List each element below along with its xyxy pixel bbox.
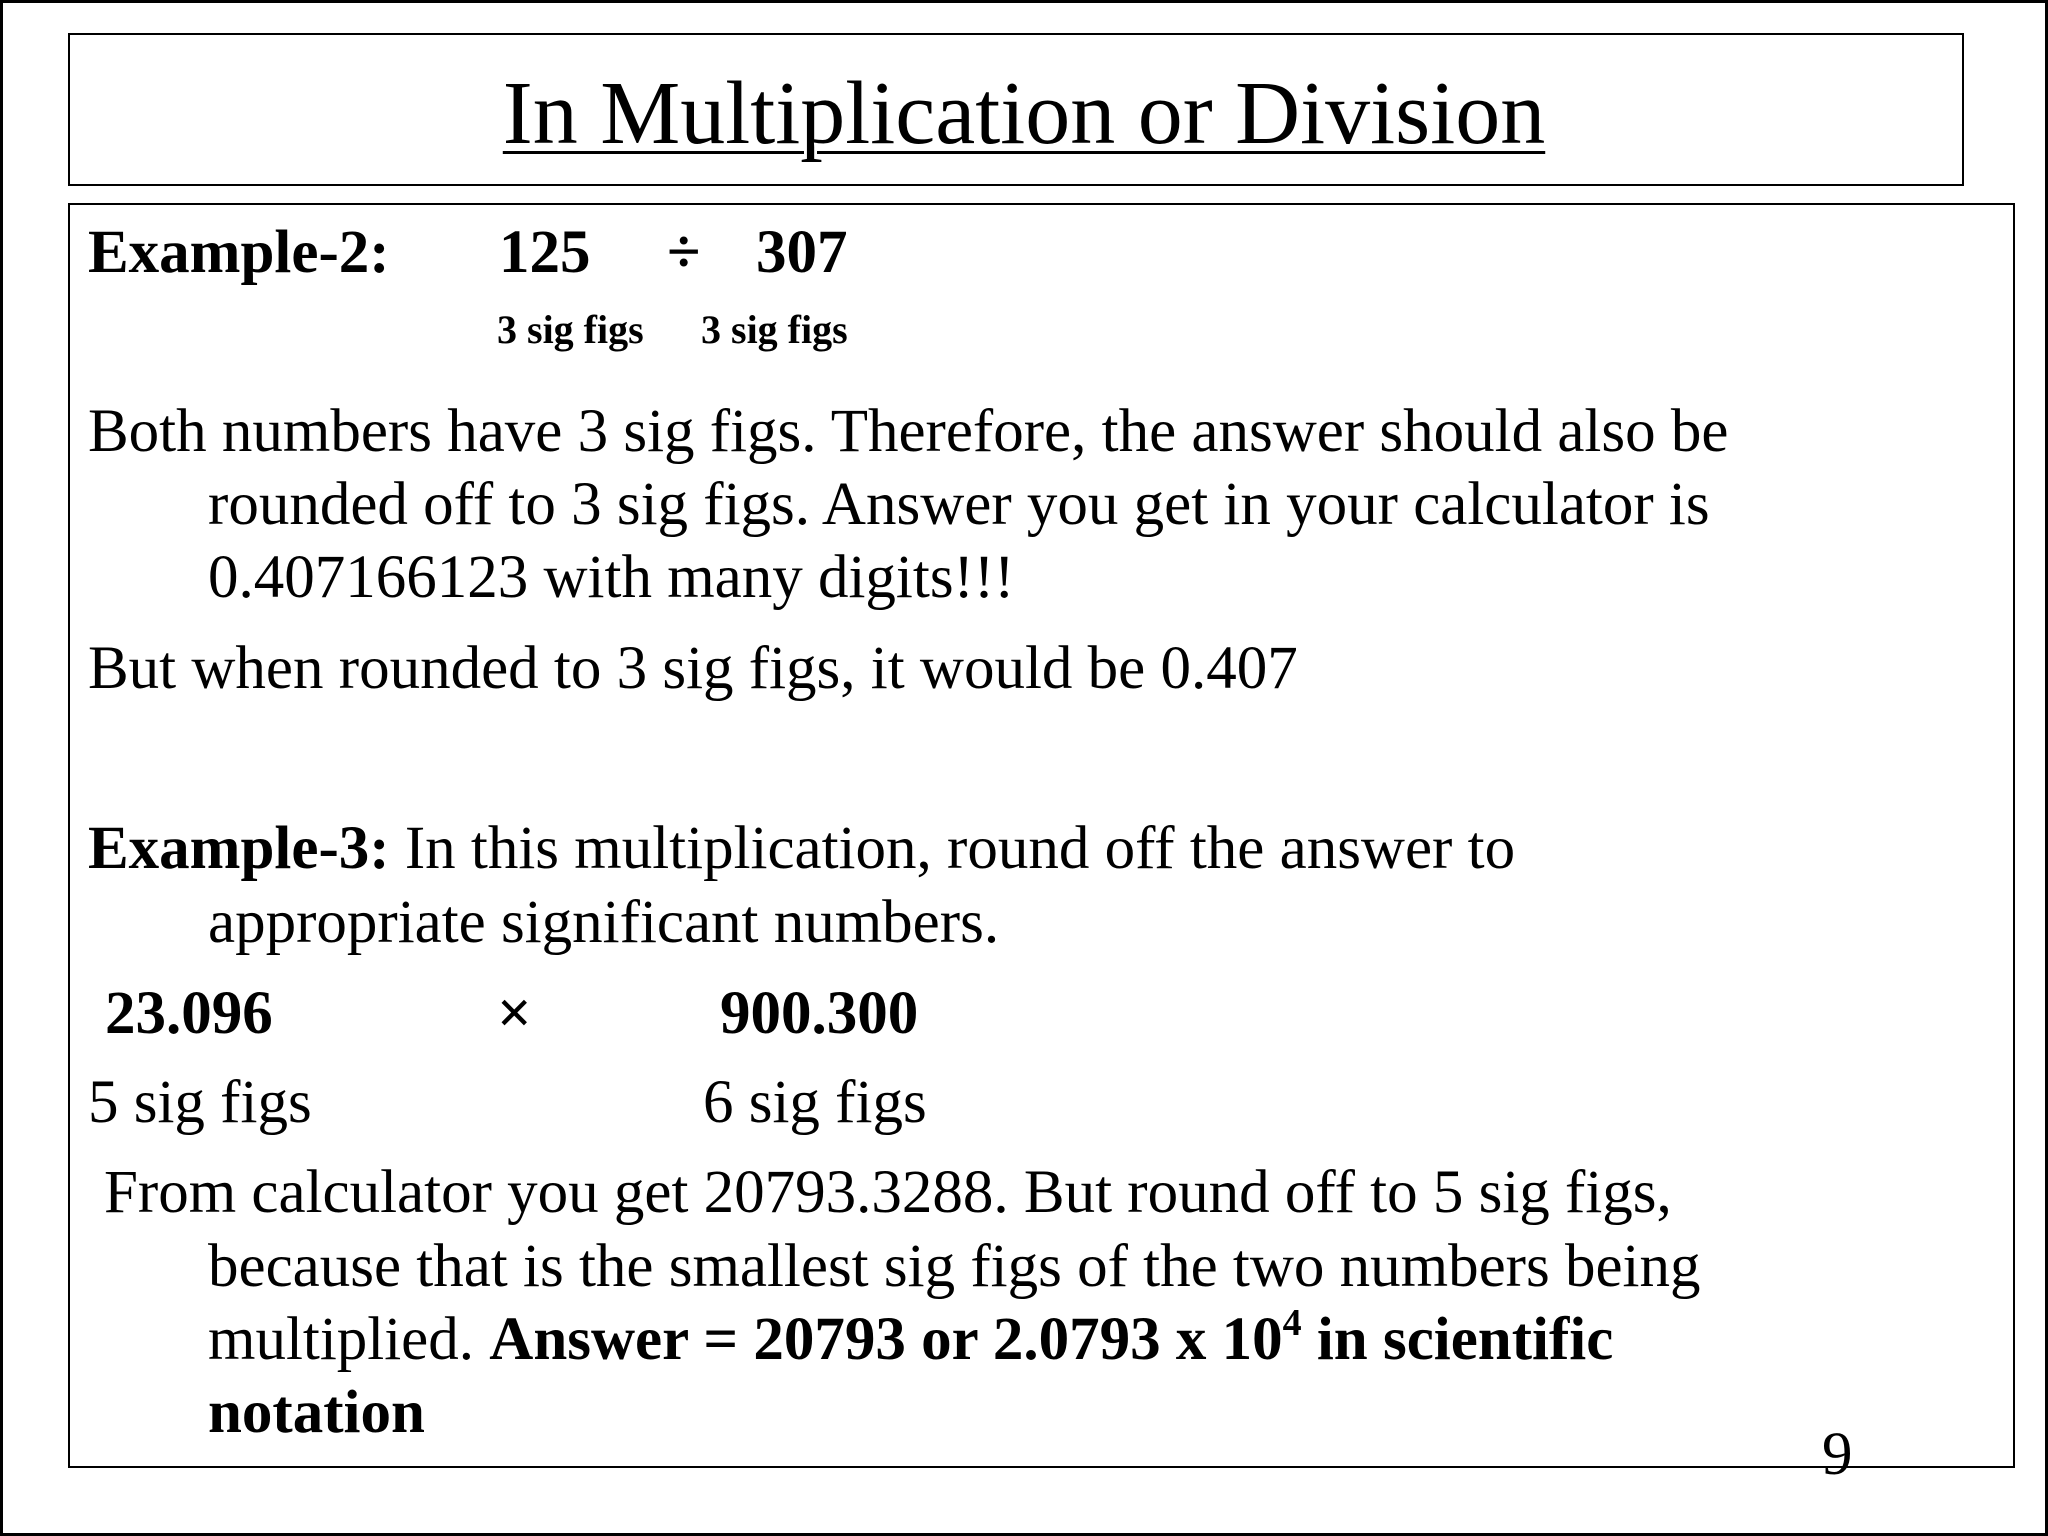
example3-result-line2: because that is the smallest sig figs of the two numbers being — [208, 1233, 1701, 1300]
example2-num2: 307 — [756, 219, 848, 286]
example3-num2: 900.300 — [720, 980, 919, 1047]
page-number: 9 — [1822, 1421, 1853, 1488]
example3-answer-prefix: Answer = 20793 or 2.0793 x 10 — [489, 1306, 1283, 1373]
example3-result-line1: From calculator you get 20793.3288. But round off to 5 sig figs, — [104, 1159, 1672, 1226]
example2-paragraph-line1: Both numbers have 3 sig figs. Therefore, the answer should also be — [88, 398, 1729, 465]
example2-paragraph-line3: 0.407166123 with many digits!!! — [208, 544, 1015, 611]
example3-intro-line2: appropriate significant numbers. — [208, 889, 1000, 956]
example3-multiply-sign: × — [497, 980, 532, 1047]
example2-num1-sigfigs: 3 sig figs — [497, 307, 644, 352]
example2-num1: 125 — [499, 219, 591, 286]
example3-intro-text: In this multiplication, round off the answer to — [389, 815, 1516, 882]
example2-rounded-line: But when rounded to 3 sig figs, it would be 0.407 — [88, 635, 1298, 702]
example3-answer-suffix: in scientific — [1301, 1306, 1614, 1373]
example3-answer-line4: notation — [208, 1379, 425, 1446]
slide-title: In Multiplication or Division — [502, 64, 1546, 163]
example3-num1: 23.096 — [105, 980, 273, 1047]
example3-result-line3-text: multiplied. — [208, 1306, 490, 1373]
example2-paragraph-line2: rounded off to 3 sig figs. Answer you get in your calculator is — [208, 471, 1710, 538]
example3-intro-line1 — [88, 812, 1515, 886]
example2-divide-sign: ÷ — [667, 219, 701, 286]
example3-num2-sigfigs: 6 sig figs — [703, 1069, 927, 1136]
example3-label: Example-3: — [88, 815, 390, 882]
example2-label: Example-2: — [88, 219, 390, 286]
example3-result-line3 — [208, 1303, 1613, 1377]
example3-num1-sigfigs: 5 sig figs — [88, 1069, 312, 1136]
example2-num2-sigfigs: 3 sig figs — [701, 307, 848, 352]
example3-answer-exponent: 4 — [1282, 1302, 1302, 1344]
